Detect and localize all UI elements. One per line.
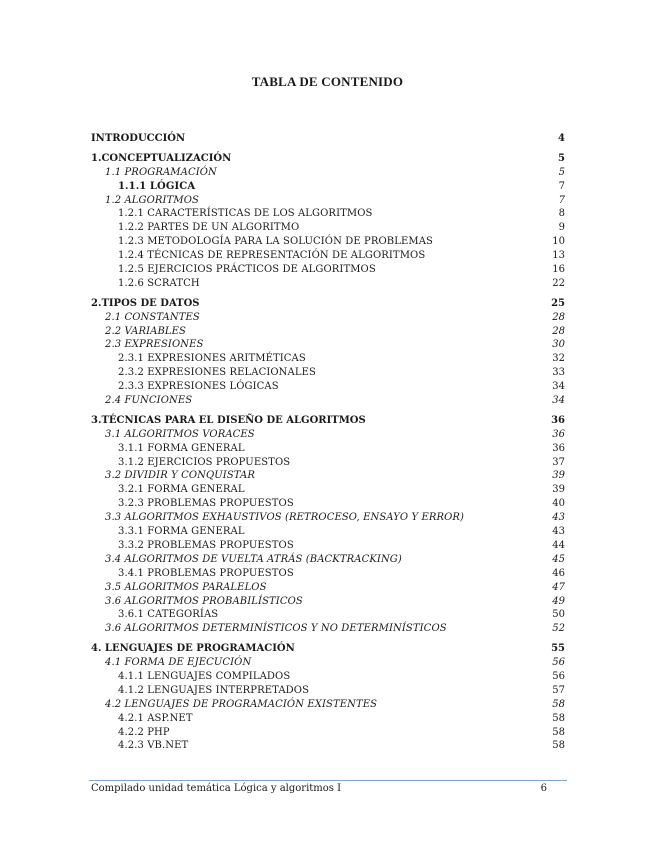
toc-entry-title: 2.2 VARIABLES <box>105 325 186 337</box>
toc-entry[interactable] <box>91 581 565 595</box>
toc-entry-title: 3.1.1 FORMA GENERAL <box>118 442 245 454</box>
toc-entry-page: 36 <box>552 428 565 440</box>
toc-entry-title: 2.1 CONSTANTES <box>105 311 200 323</box>
toc-entry-page: 16 <box>552 264 565 276</box>
toc-entry-title: 3.5 ALGORITMOS PARALELOS <box>105 581 267 593</box>
toc-entry-page: 58 <box>552 698 565 710</box>
toc-entry-page: 58 <box>552 726 565 738</box>
toc-entry-page: 36 <box>551 414 565 426</box>
toc-entry-page: 37 <box>552 456 565 468</box>
toc-entry[interactable] <box>91 207 565 221</box>
toc-entry-page: 7 <box>558 180 565 192</box>
toc-entry-title: 3.6 ALGORITMOS DETERMINÍSTICOS Y NO DETERMINÍSTICOS <box>105 623 447 635</box>
toc-entry-page: 58 <box>552 740 565 752</box>
toc-entry-title: 1.2.5 EJERCICIOS PRÁCTICOS DE ALGORITMOS <box>118 264 376 276</box>
toc-entry-title: 4.2.2 PHP <box>118 726 170 738</box>
toc-entry-page: 55 <box>551 643 565 655</box>
toc-entry[interactable] <box>91 352 565 366</box>
toc-entry-title: 4.1 FORMA DE EJECUCIÓN <box>105 657 252 669</box>
toc-entry-page: 4 <box>558 133 565 144</box>
toc-entry-title: 2.TIPOS DE DATOS <box>91 297 200 309</box>
toc-entry-page: 56 <box>552 670 565 682</box>
page-footer <box>91 783 547 794</box>
toc-entry[interactable] <box>91 221 565 235</box>
toc-entry-page: 7 <box>558 194 565 206</box>
toc-entry-title: 1.2.6 SCRATCH <box>118 277 200 289</box>
toc-entry-title: 3.1 ALGORITMOS VORACES <box>105 428 255 440</box>
toc-entry[interactable] <box>91 366 565 380</box>
toc-entry-page: 34 <box>552 395 565 407</box>
toc-entry-title: 3.TÉCNICAS PARA EL DISEÑO DE ALGORITMOS <box>91 414 366 426</box>
toc-entry-title: 3.2 DIVIDIR Y CONQUISTAR <box>105 470 255 482</box>
toc-entry[interactable] <box>91 642 565 656</box>
toc-entry-title: INTRODUCCIÓN <box>91 133 186 144</box>
toc-entry-page: 39 <box>552 470 565 482</box>
footer-page-number: 6 <box>540 783 547 794</box>
toc-entry-title: 3.3.2 PROBLEMAS PROPUESTOS <box>118 539 294 551</box>
toc-entry-page: 46 <box>552 567 565 579</box>
toc-entry-title: 3.2.1 FORMA GENERAL <box>118 484 245 496</box>
footer-divider <box>89 780 567 781</box>
toc-entry-page: 30 <box>552 339 565 351</box>
toc-entry[interactable] <box>91 698 565 712</box>
toc-entry[interactable] <box>91 180 565 194</box>
toc-entry-title: 4.2.1 ASP.NET <box>118 712 193 724</box>
toc-entry-page: 43 <box>552 526 565 538</box>
toc-entry[interactable] <box>91 595 565 609</box>
toc-entry-page: 58 <box>552 712 565 724</box>
toc-entry[interactable] <box>91 442 565 456</box>
toc-entry[interactable] <box>91 297 565 311</box>
toc-entry[interactable] <box>91 166 565 180</box>
toc-entry-page: 32 <box>552 353 565 365</box>
toc-entry[interactable] <box>91 567 565 581</box>
table-of-contents <box>91 132 565 753</box>
toc-entry-title: 1.1 PROGRAMACIÓN <box>105 166 217 178</box>
toc-entry[interactable] <box>91 194 565 208</box>
toc-entry[interactable] <box>91 380 565 394</box>
toc-entry-page: 40 <box>552 498 565 510</box>
toc-entry-page: 39 <box>552 484 565 496</box>
page-title: TABLA DE CONTENIDO <box>251 74 404 89</box>
toc-entry[interactable] <box>91 656 565 670</box>
toc-entry[interactable] <box>91 263 565 277</box>
toc-entry-title: 4.2.3 VB.NET <box>118 740 189 752</box>
toc-entry[interactable] <box>91 739 565 753</box>
toc-entry-title: 3.6.1 CATEGORÍAS <box>118 609 219 621</box>
toc-entry-page: 36 <box>552 442 565 454</box>
toc-entry-title: 1.2.3 METODOLOGÍA PARA LA SOLUCIÓN DE PROBLEMAS <box>118 236 433 248</box>
toc-entry-title: 1.1.1 LÓGICA <box>118 180 196 192</box>
footer-text: Compilado unidad temática Lógica y algoritmos I <box>91 783 342 794</box>
toc-entry-title: 3.4 ALGORITMOS DE VUELTA ATRÁS (BACKTRACKING) <box>105 553 402 565</box>
toc-entry[interactable] <box>91 622 565 636</box>
toc-entry-page: 5 <box>558 152 565 164</box>
toc-entry-title: 4.1.1 LENGUAJES COMPILADOS <box>118 670 291 682</box>
toc-entry[interactable] <box>91 132 565 146</box>
toc-entry-title: 2.3 EXPRESIONES <box>105 339 204 351</box>
toc-entry-page: 34 <box>552 381 565 393</box>
toc-entry-page: 56 <box>552 657 565 669</box>
toc-entry[interactable] <box>91 608 565 622</box>
toc-entry-page: 28 <box>552 325 565 337</box>
toc-entry-title: 1.2.1 CARACTERÍSTICAS DE LOS ALGORITMOS <box>118 208 373 220</box>
toc-entry[interactable] <box>91 338 565 352</box>
toc-entry-page: 43 <box>552 512 565 524</box>
toc-entry[interactable] <box>91 670 565 684</box>
toc-entry[interactable] <box>91 469 565 483</box>
toc-entry[interactable] <box>91 712 565 726</box>
toc-entry[interactable] <box>91 497 565 511</box>
toc-entry-title: 1.CONCEPTUALIZACIÓN <box>91 152 232 164</box>
toc-entry[interactable] <box>91 249 565 263</box>
toc-entry[interactable] <box>91 553 565 567</box>
toc-entry-title: 3.3.1 FORMA GENERAL <box>118 526 245 538</box>
toc-entry-page: 13 <box>552 250 565 262</box>
toc-entry[interactable] <box>91 414 565 428</box>
toc-entry-title: 4.1.2 LENGUAJES INTERPRETADOS <box>118 684 310 696</box>
toc-entry[interactable] <box>91 428 565 442</box>
toc-entry-title: 1.2.2 PARTES DE UN ALGORITMO <box>118 222 300 234</box>
toc-entry-title: 1.2.4 TÉCNICAS DE REPRESENTACIÓN DE ALGORITMOS <box>118 250 426 262</box>
toc-entry-title: 1.2 ALGORITMOS <box>105 194 199 206</box>
toc-entry-page: 49 <box>552 595 565 607</box>
toc-entry-title: 2.3.1 EXPRESIONES ARITMÉTICAS <box>118 353 306 365</box>
toc-entry-page: 22 <box>552 277 565 289</box>
toc-entry[interactable] <box>91 684 565 698</box>
toc-entry-page: 5 <box>558 166 565 178</box>
toc-entry[interactable] <box>91 483 565 497</box>
toc-entry[interactable] <box>91 511 565 525</box>
toc-entry-title: 3.2.3 PROBLEMAS PROPUESTOS <box>118 498 294 510</box>
toc-entry-page: 50 <box>552 609 565 621</box>
toc-entry-page: 44 <box>552 539 565 551</box>
toc-entry[interactable] <box>91 235 565 249</box>
toc-entry-page: 52 <box>552 623 565 635</box>
toc-entry[interactable] <box>91 726 565 740</box>
toc-entry[interactable] <box>91 325 565 339</box>
toc-entry[interactable] <box>91 394 565 408</box>
toc-entry-page: 57 <box>552 684 565 696</box>
toc-entry-page: 47 <box>552 581 565 593</box>
toc-entry[interactable] <box>91 277 565 291</box>
toc-entry-title: 3.3 ALGORITMOS EXHAUSTIVOS (RETROCESO, ENSAYO Y ERROR) <box>105 512 465 524</box>
toc-entry-title: 2.3.2 EXPRESIONES RELACIONALES <box>118 367 316 379</box>
toc-entry[interactable] <box>91 456 565 470</box>
toc-entry-page: 9 <box>558 222 565 234</box>
toc-entry[interactable] <box>91 152 565 166</box>
toc-entry-title: 3.1.2 EJERCICIOS PROPUESTOS <box>118 456 291 468</box>
toc-entry-page: 33 <box>552 367 565 379</box>
toc-entry-title: 3.6 ALGORITMOS PROBABILÍSTICOS <box>105 595 303 607</box>
toc-entry-title: 2.3.3 EXPRESIONES LÓGICAS <box>118 381 279 393</box>
toc-entry[interactable] <box>91 539 565 553</box>
toc-entry[interactable] <box>91 311 565 325</box>
toc-entry-page: 45 <box>552 553 565 565</box>
toc-entry-title: 2.4 FUNCIONES <box>105 395 193 407</box>
toc-entry[interactable] <box>91 525 565 539</box>
toc-entry-title: 4.2 LENGUAJES DE PROGRAMACIÓN EXISTENTES <box>105 698 378 710</box>
toc-entry-title: 4. LENGUAJES DE PROGRAMACIÓN <box>91 643 295 655</box>
toc-entry-page: 10 <box>552 236 565 248</box>
toc-entry-page: 28 <box>552 311 565 323</box>
toc-entry-page: 25 <box>551 297 565 309</box>
toc-entry-page: 8 <box>558 208 565 220</box>
toc-entry-title: 3.4.1 PROBLEMAS PROPUESTOS <box>118 567 294 579</box>
